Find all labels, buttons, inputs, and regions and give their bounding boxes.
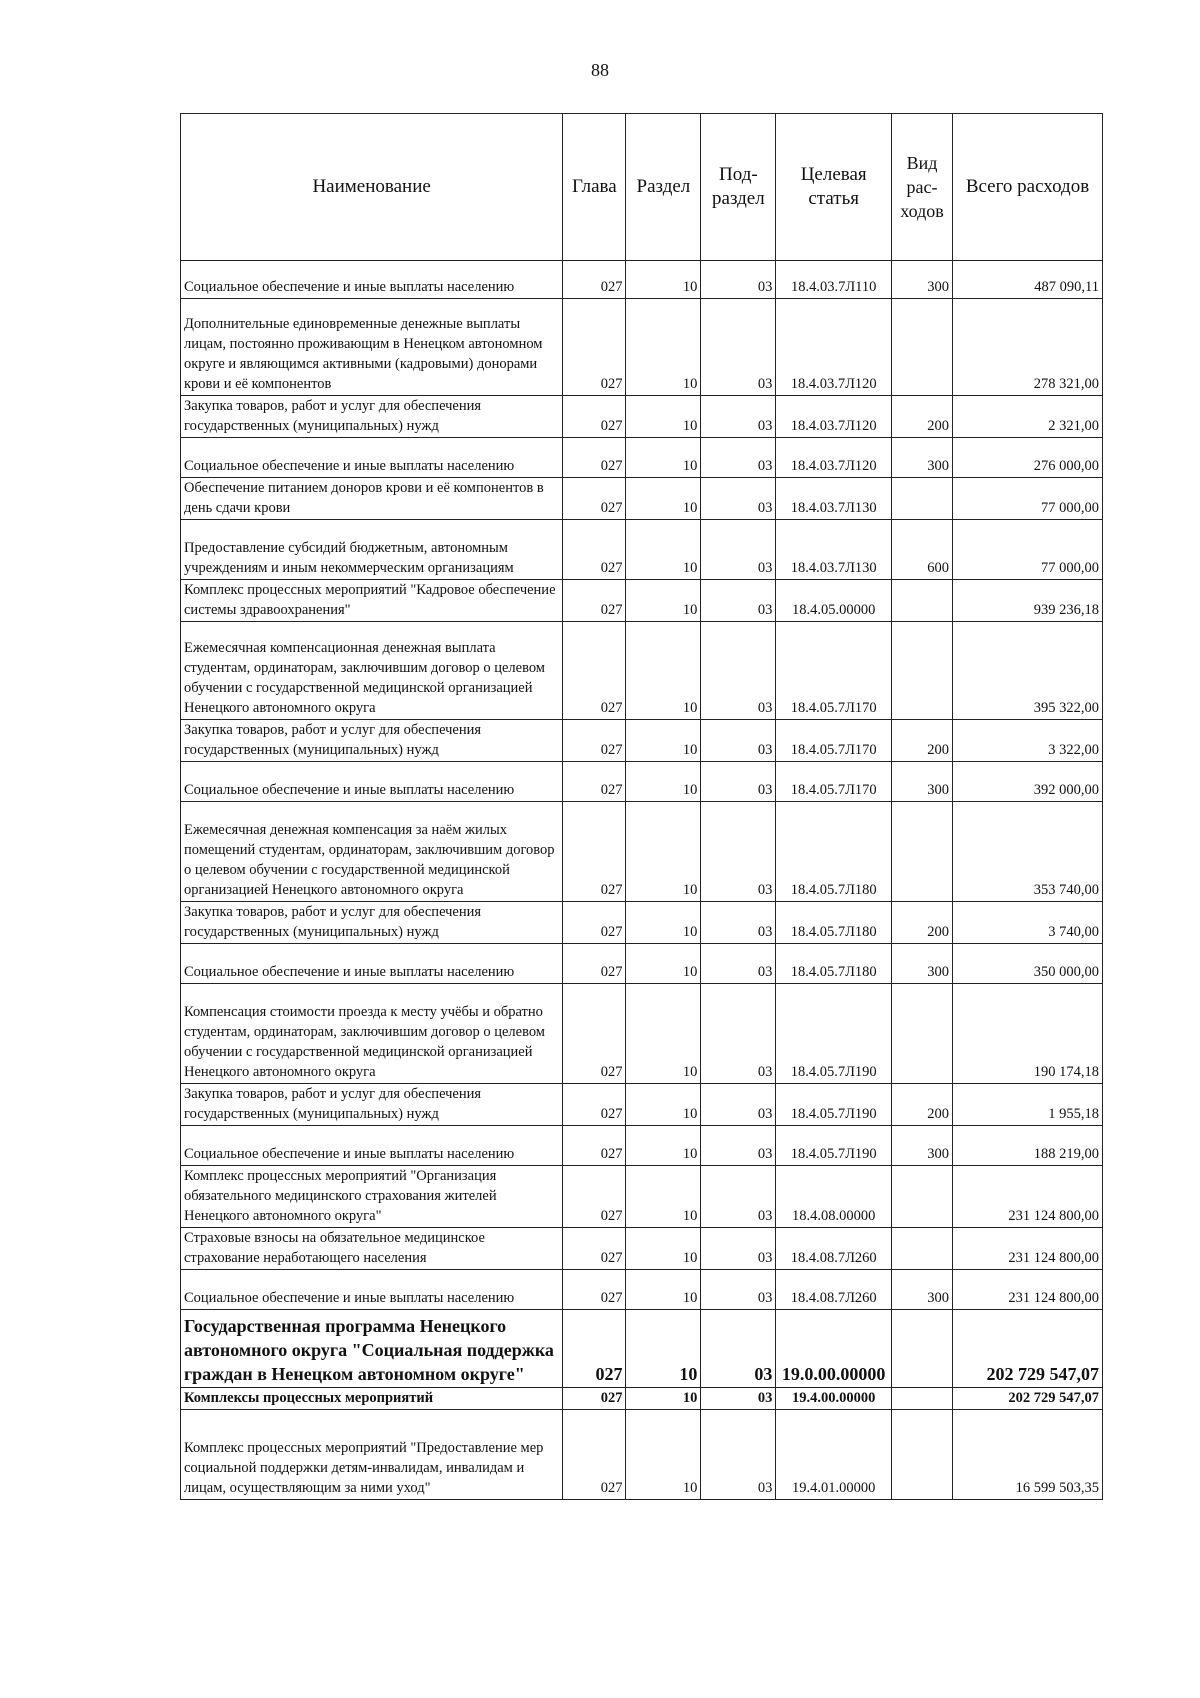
header-target-item: Целевая статья	[776, 114, 892, 261]
table-row	[181, 1228, 1103, 1270]
cell-expense-type	[892, 1166, 953, 1228]
cell-subsection: 03	[701, 762, 776, 802]
cell-expense-type	[892, 299, 953, 396]
cell-section: 10	[626, 261, 701, 299]
cell-target-item: 18.4.05.7Л170	[776, 720, 892, 762]
cell-section: 10	[626, 299, 701, 396]
cell-target-item: 18.4.05.7Л180	[776, 902, 892, 944]
cell-expense-type	[892, 1388, 953, 1410]
cell-expense-type	[892, 1310, 953, 1388]
table-row	[181, 1410, 1103, 1500]
cell-name: Социальное обеспечение и иные выплаты населению	[181, 1126, 563, 1166]
budget-table	[180, 113, 1103, 1500]
cell-section: 10	[626, 580, 701, 622]
cell-section: 10	[626, 1126, 701, 1166]
cell-section: 10	[626, 1228, 701, 1270]
cell-total: 231 124 800,00	[953, 1166, 1103, 1228]
cell-chapter: 027	[563, 438, 626, 478]
cell-chapter: 027	[563, 261, 626, 299]
cell-name: Комплексы процессных мероприятий	[181, 1388, 563, 1410]
cell-total: 939 236,18	[953, 580, 1103, 622]
cell-total: 350 000,00	[953, 944, 1103, 984]
cell-expense-type: 200	[892, 1084, 953, 1126]
cell-chapter: 027	[563, 1388, 626, 1410]
cell-expense-type	[892, 984, 953, 1084]
cell-target-item: 18.4.08.00000	[776, 1166, 892, 1228]
cell-target-item: 18.4.03.7Л130	[776, 478, 892, 520]
cell-chapter: 027	[563, 1228, 626, 1270]
cell-chapter: 027	[563, 720, 626, 762]
cell-total: 190 174,18	[953, 984, 1103, 1084]
cell-subsection: 03	[701, 1084, 776, 1126]
cell-section: 10	[626, 1388, 701, 1410]
cell-chapter: 027	[563, 944, 626, 984]
cell-name: Социальное обеспечение и иные выплаты населению	[181, 944, 563, 984]
cell-total: 2 321,00	[953, 396, 1103, 438]
table-row	[181, 396, 1103, 438]
cell-chapter: 027	[563, 902, 626, 944]
cell-expense-type: 300	[892, 438, 953, 478]
table-row	[181, 520, 1103, 580]
cell-subsection: 03	[701, 438, 776, 478]
cell-expense-type: 300	[892, 762, 953, 802]
cell-total: 3 322,00	[953, 720, 1103, 762]
table-row	[181, 802, 1103, 902]
cell-target-item: 18.4.03.7Л120	[776, 438, 892, 478]
cell-name: Дополнительные единовременные денежные выплаты лицам, постоянно проживающим в Ненецком автономном округе и являющимся активными (кадровыми) донорами крови и её компонентов	[181, 299, 563, 396]
cell-target-item: 18.4.05.7Л170	[776, 622, 892, 720]
cell-subsection: 03	[701, 622, 776, 720]
cell-total: 231 124 800,00	[953, 1228, 1103, 1270]
header-chapter: Глава	[563, 114, 626, 261]
cell-section: 10	[626, 1270, 701, 1310]
table-row	[181, 478, 1103, 520]
header-expense-type: Вид рас-ходов	[892, 114, 953, 261]
cell-total: 392 000,00	[953, 762, 1103, 802]
cell-subsection: 03	[701, 1410, 776, 1500]
cell-total: 77 000,00	[953, 478, 1103, 520]
cell-chapter: 027	[563, 1270, 626, 1310]
cell-expense-type: 300	[892, 1126, 953, 1166]
header-section: Раздел	[626, 114, 701, 261]
cell-total: 202 729 547,07	[953, 1388, 1103, 1410]
cell-subsection: 03	[701, 580, 776, 622]
table-row	[181, 1084, 1103, 1126]
cell-name: Ежемесячная компенсационная денежная выплата студентам, ординаторам, заключившим договор о целевом обучении с государственной медицинской организацией Ненецкого автономного округа	[181, 622, 563, 720]
cell-expense-type	[892, 478, 953, 520]
cell-name: Закупка товаров, работ и услуг для обеспечения государственных (муниципальных) нужд	[181, 396, 563, 438]
cell-section: 10	[626, 984, 701, 1084]
cell-expense-type: 200	[892, 902, 953, 944]
cell-section: 10	[626, 1310, 701, 1388]
table-row	[181, 944, 1103, 984]
table-row	[181, 261, 1103, 299]
cell-target-item: 18.4.03.7Л110	[776, 261, 892, 299]
cell-subsection: 03	[701, 1310, 776, 1388]
cell-target-item: 18.4.05.7Л190	[776, 1084, 892, 1126]
page-number: 88	[591, 60, 609, 80]
table-body	[181, 261, 1103, 1500]
cell-subsection: 03	[701, 720, 776, 762]
cell-expense-type	[892, 580, 953, 622]
table-row	[181, 438, 1103, 478]
cell-section: 10	[626, 1166, 701, 1228]
cell-total: 276 000,00	[953, 438, 1103, 478]
cell-target-item: 19.4.00.00000	[776, 1388, 892, 1410]
cell-chapter: 027	[563, 1410, 626, 1500]
cell-section: 10	[626, 622, 701, 720]
cell-target-item: 18.4.05.7Л190	[776, 984, 892, 1084]
cell-name: Комплекс процессных мероприятий "Предоставление мер социальной поддержки детям-инвалидам, инвалидам и лицам, осуществляющим за ними уход"	[181, 1410, 563, 1500]
cell-target-item: 18.4.05.7Л190	[776, 1126, 892, 1166]
cell-subsection: 03	[701, 984, 776, 1084]
cell-total: 395 322,00	[953, 622, 1103, 720]
cell-subsection: 03	[701, 1388, 776, 1410]
cell-subsection: 03	[701, 396, 776, 438]
cell-chapter: 027	[563, 580, 626, 622]
cell-name: Компенсация стоимости проезда к месту учёбы и обратно студентам, ординаторам, заключившим договор о целевом обучении с государственной медицинской организацией Ненецкого автономного округа	[181, 984, 563, 1084]
cell-name: Социальное обеспечение и иные выплаты населению	[181, 438, 563, 478]
cell-chapter: 027	[563, 1126, 626, 1166]
cell-name: Закупка товаров, работ и услуг для обеспечения государственных (муниципальных) нужд	[181, 720, 563, 762]
cell-section: 10	[626, 396, 701, 438]
cell-total: 3 740,00	[953, 902, 1103, 944]
cell-expense-type	[892, 802, 953, 902]
cell-expense-type: 300	[892, 261, 953, 299]
cell-total: 16 599 503,35	[953, 1410, 1103, 1500]
cell-expense-type	[892, 622, 953, 720]
cell-total: 278 321,00	[953, 299, 1103, 396]
cell-total: 1 955,18	[953, 1084, 1103, 1126]
cell-section: 10	[626, 902, 701, 944]
cell-subsection: 03	[701, 902, 776, 944]
table-row	[181, 299, 1103, 396]
cell-chapter: 027	[563, 622, 626, 720]
table-row	[181, 902, 1103, 944]
cell-total: 188 219,00	[953, 1126, 1103, 1166]
cell-expense-type: 600	[892, 520, 953, 580]
table-row	[181, 1270, 1103, 1310]
table-header-row	[181, 114, 1103, 261]
table-row	[181, 1126, 1103, 1166]
table-row	[181, 580, 1103, 622]
cell-subsection: 03	[701, 1228, 776, 1270]
cell-name: Закупка товаров, работ и услуг для обеспечения государственных (муниципальных) нужд	[181, 1084, 563, 1126]
cell-target-item: 19.0.00.00000	[776, 1310, 892, 1388]
header-name: Наименование	[181, 114, 563, 261]
cell-chapter: 027	[563, 1310, 626, 1388]
table-row	[181, 762, 1103, 802]
cell-expense-type: 200	[892, 720, 953, 762]
cell-name: Комплекс процессных мероприятий "Организация обязательного медицинского страхования жителей Ненецкого автономного округа"	[181, 1166, 563, 1228]
cell-expense-type	[892, 1410, 953, 1500]
cell-expense-type: 200	[892, 396, 953, 438]
cell-subsection: 03	[701, 802, 776, 902]
table-row	[181, 720, 1103, 762]
cell-target-item: 18.4.03.7Л120	[776, 299, 892, 396]
cell-section: 10	[626, 1410, 701, 1500]
header-total: Всего расходов	[953, 114, 1103, 261]
cell-name: Предоставление субсидий бюджетным, автономным учреждениям и иным некоммерческим организациям	[181, 520, 563, 580]
cell-total: 487 090,11	[953, 261, 1103, 299]
cell-name: Комплекс процессных мероприятий "Кадровое обеспечение системы здравоохранения"	[181, 580, 563, 622]
table-row	[181, 1310, 1103, 1388]
table-row	[181, 984, 1103, 1084]
table-row	[181, 622, 1103, 720]
cell-name: Закупка товаров, работ и услуг для обеспечения государственных (муниципальных) нужд	[181, 902, 563, 944]
cell-target-item: 18.4.03.7Л120	[776, 396, 892, 438]
cell-subsection: 03	[701, 1166, 776, 1228]
cell-subsection: 03	[701, 1126, 776, 1166]
cell-section: 10	[626, 762, 701, 802]
cell-chapter: 027	[563, 520, 626, 580]
cell-section: 10	[626, 720, 701, 762]
cell-section: 10	[626, 438, 701, 478]
cell-subsection: 03	[701, 478, 776, 520]
cell-target-item: 18.4.05.7Л180	[776, 802, 892, 902]
cell-target-item: 18.4.08.7Л260	[776, 1270, 892, 1310]
cell-section: 10	[626, 944, 701, 984]
cell-chapter: 027	[563, 762, 626, 802]
cell-subsection: 03	[701, 299, 776, 396]
cell-total: 202 729 547,07	[953, 1310, 1103, 1388]
cell-subsection: 03	[701, 520, 776, 580]
cell-subsection: 03	[701, 1270, 776, 1310]
cell-chapter: 027	[563, 984, 626, 1084]
cell-expense-type: 300	[892, 1270, 953, 1310]
cell-name: Государственная программа Ненецкого автономного округа "Социальная поддержка граждан в Ненецком автономном округе"	[181, 1310, 563, 1388]
cell-target-item: 19.4.01.00000	[776, 1410, 892, 1500]
cell-target-item: 18.4.05.00000	[776, 580, 892, 622]
cell-name: Обеспечение питанием доноров крови и её компонентов в день сдачи крови	[181, 478, 563, 520]
cell-chapter: 027	[563, 802, 626, 902]
cell-target-item: 18.4.05.7Л180	[776, 944, 892, 984]
cell-name: Ежемесячная денежная компенсация за наём жилых помещений студентам, ординаторам, заключившим договор о целевом обучении с государственной медицинской организацией Ненецкого автономного округа	[181, 802, 563, 902]
cell-subsection: 03	[701, 944, 776, 984]
cell-chapter: 027	[563, 478, 626, 520]
cell-expense-type: 300	[892, 944, 953, 984]
table-row	[181, 1166, 1103, 1228]
cell-chapter: 027	[563, 1166, 626, 1228]
cell-chapter: 027	[563, 1084, 626, 1126]
header-subsection: Под-раздел	[701, 114, 776, 261]
table-row	[181, 1388, 1103, 1410]
cell-name: Социальное обеспечение и иные выплаты населению	[181, 1270, 563, 1310]
cell-target-item: 18.4.08.7Л260	[776, 1228, 892, 1270]
cell-target-item: 18.4.05.7Л170	[776, 762, 892, 802]
cell-section: 10	[626, 1084, 701, 1126]
cell-total: 231 124 800,00	[953, 1270, 1103, 1310]
cell-section: 10	[626, 478, 701, 520]
cell-section: 10	[626, 520, 701, 580]
cell-total: 77 000,00	[953, 520, 1103, 580]
cell-chapter: 027	[563, 299, 626, 396]
cell-name: Социальное обеспечение и иные выплаты населению	[181, 762, 563, 802]
cell-name: Социальное обеспечение и иные выплаты населению	[181, 261, 563, 299]
cell-subsection: 03	[701, 261, 776, 299]
cell-target-item: 18.4.03.7Л130	[776, 520, 892, 580]
cell-section: 10	[626, 802, 701, 902]
cell-name: Страховые взносы на обязательное медицинское страхование неработающего населения	[181, 1228, 563, 1270]
cell-chapter: 027	[563, 396, 626, 438]
cell-expense-type	[892, 1228, 953, 1270]
cell-total: 353 740,00	[953, 802, 1103, 902]
